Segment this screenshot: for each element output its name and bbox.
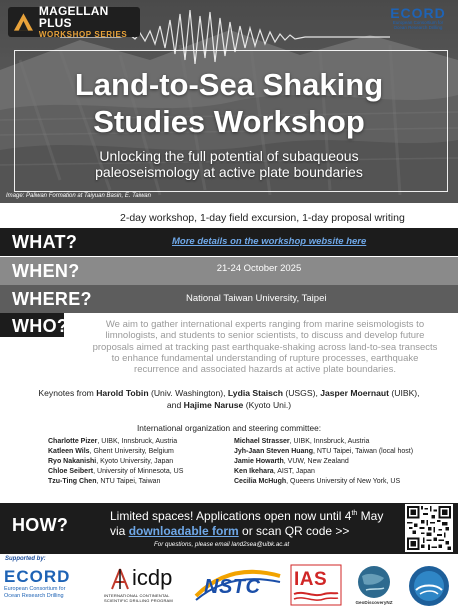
member-name: Michael Strasser <box>234 438 290 445</box>
workshop-website-link[interactable]: More details on the workshop website here <box>172 236 367 247</box>
where-label: WHERE? <box>12 289 92 309</box>
scan-qr-text: or scan QR code >> <box>238 524 350 538</box>
member-name: Katleen Wils <box>48 448 90 456</box>
seal-icon <box>406 564 452 608</box>
keynote-affil: (Kyoto Uni.) <box>245 400 292 410</box>
ias-logo <box>290 564 342 606</box>
keynotes-and: and <box>166 400 182 410</box>
committee-member <box>48 457 183 467</box>
image-caption: Image: Paliwan Formation at Taiyuan Basin, E. Taiwan <box>6 193 151 199</box>
keynotes <box>0 387 458 411</box>
title-line-2: Studies Workshop <box>93 104 365 139</box>
qr-code[interactable] <box>405 504 453 552</box>
member-affil: , AIST, Japan <box>273 468 315 476</box>
geodiscoverynz-logo <box>348 564 400 608</box>
keynote-name: Hajime Naruse <box>183 400 244 410</box>
who-label-box <box>0 313 69 337</box>
how-label: HOW? <box>12 515 69 535</box>
who-paragraph: We aim to gather international experts ranging from marine seismologists to limnologists, and students to senior scientists, to discuss and develop future proposals aimed at tracking past earthquake-shaking across land-to-sea transects to enhance fundamental understanding of rupture processes, earthquake recurrence and associated hazards at active plate boundaries. <box>92 319 438 376</box>
geodiscoverynz-text: GeoDiscoveryNZ <box>355 600 393 605</box>
ecord-logo-subtitle: European Consortium for Ocean Research Drilling <box>392 20 444 30</box>
member-name: Charlotte Pizer <box>48 438 98 445</box>
magellan-title: MAGELLAN PLUS <box>38 4 109 30</box>
keynote-name: Lydia Staisch <box>227 388 283 398</box>
what-description: 2-day workshop, 1-day field excursion, 1-day proposal writing <box>120 212 405 224</box>
member-affil: , Ghent University, Belgium <box>89 448 174 456</box>
via-text: via <box>110 524 129 538</box>
keynotes-intro: Keynotes from <box>38 388 94 398</box>
committee-member <box>234 457 413 467</box>
circular-seal-logo <box>406 564 452 608</box>
nstc-logo <box>192 566 284 604</box>
hero-banner <box>0 0 458 203</box>
keynote-name: Harold Tobin <box>96 388 149 398</box>
applications-text: Limited spaces! Applications open now until 4 <box>110 509 352 523</box>
committee-member <box>234 467 413 477</box>
magellan-mark-icon <box>12 11 35 33</box>
when-label: WHEN? <box>12 261 80 281</box>
keynote-affil: (UIBK), <box>391 388 420 398</box>
member-name: Ryo Nakanishi <box>48 458 97 466</box>
globe-icon <box>348 564 400 600</box>
what-description-row <box>0 204 458 228</box>
committee-left-column <box>48 437 183 487</box>
member-name: Cecilia McHugh <box>234 478 287 486</box>
committee-member <box>234 477 413 487</box>
where-venue: National Taiwan University, Taipei <box>186 293 327 304</box>
member-affil: , Kyoto University, Japan <box>96 458 174 466</box>
qr-code-icon <box>407 506 451 550</box>
what-section <box>0 228 458 256</box>
ecord-logo-top <box>386 6 450 32</box>
member-affil: , University of Minnesota, US <box>93 468 184 476</box>
page-title <box>0 66 458 140</box>
ias-logo-text: IAS <box>294 569 328 590</box>
committee-member <box>48 447 183 457</box>
who-section <box>0 313 458 503</box>
what-label: WHAT? <box>12 232 78 252</box>
keynote-affil: (Univ. Washington), <box>150 388 226 398</box>
downloadable-form-link[interactable]: downloadable form <box>128 524 239 538</box>
committee-member <box>234 437 413 447</box>
icdp-logo-title: icdp <box>132 565 173 590</box>
committee-member <box>48 437 183 447</box>
application-instructions <box>110 524 349 538</box>
supporter-logos <box>0 562 458 609</box>
when-date: 21-24 October 2025 <box>216 263 302 274</box>
supported-by-label: Supported by: <box>5 556 46 562</box>
committee-member <box>48 467 183 477</box>
committee-title: International organization and steering committee: <box>136 423 322 433</box>
icdp-line-1: INTERNATIONAL CONTINENTAL <box>104 593 170 598</box>
drill-rig-icon <box>108 568 132 590</box>
how-section <box>0 503 458 554</box>
member-name: Ken Ikehara <box>234 468 274 476</box>
member-affil: , UIBK, Innsbruck, Austria <box>289 438 370 445</box>
member-affil: , Queens University of New York, US <box>286 478 401 486</box>
icdp-logo-subtitle <box>104 593 173 603</box>
member-affil: , VUW, New Zealand <box>283 458 349 466</box>
applications-month: May <box>357 509 384 523</box>
ecord-line-2: Ocean Research Drilling <box>4 592 64 599</box>
subtitle-line-2: paleoseismology at active plate boundaries <box>95 164 363 180</box>
member-affil: , UIBK, Innsbruck, Austria <box>97 438 178 445</box>
who-label: WHO? <box>12 316 69 336</box>
ecord-logo-title: ECORD <box>4 567 71 586</box>
member-affil: , NTU Taipei, Taiwan (local host) <box>312 448 414 456</box>
magellan-subtitle: WORKSHOP SERIES <box>38 30 128 39</box>
nstc-logo-text: NSTC <box>204 576 261 598</box>
magellan-plus-logo <box>8 4 140 39</box>
applications-notice <box>110 509 383 523</box>
member-name: Jyh-Jaan Steven Huang <box>234 448 313 456</box>
member-name: Chloe Seibert <box>48 468 94 476</box>
committee-member <box>48 477 183 487</box>
committee-member <box>234 447 413 457</box>
member-name: Tzu-Ting Chen <box>48 478 97 486</box>
subtitle-line-1: Unlocking the full potential of subaqueous <box>99 148 359 164</box>
keynote-affil: (USGS), <box>285 388 318 398</box>
member-name: Jamie Howarth <box>234 458 284 466</box>
ecord-line-1: European Consortium for <box>4 586 66 592</box>
icdp-line-2: SCIENTIFIC DRILLING PROGRAM <box>104 598 173 603</box>
ecord-logo-title: ECORD <box>390 5 446 21</box>
date-suffix: th <box>351 510 358 517</box>
member-affil: , NTU Taipei, Taiwan <box>96 478 161 486</box>
committee-right-column <box>234 437 413 487</box>
ecord-logo <box>4 568 100 599</box>
keynote-name: Jasper Moernaut <box>320 388 389 398</box>
page-subtitle <box>0 148 458 180</box>
title-line-1: Land-to-Sea Shaking <box>74 67 384 102</box>
contact-email: For questions, please email land2sea@uibk.ac.at <box>154 541 290 548</box>
